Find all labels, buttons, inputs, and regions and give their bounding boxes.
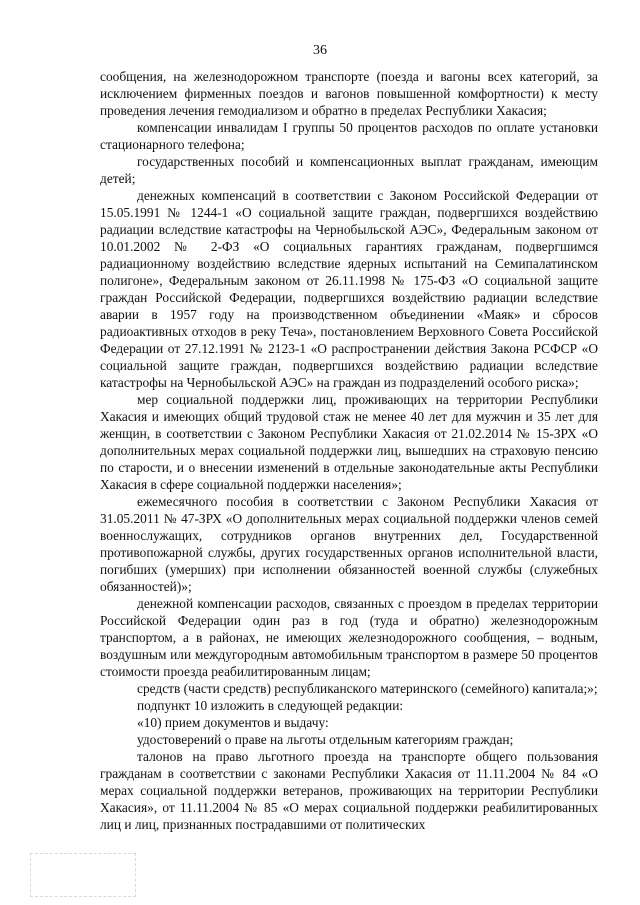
paragraph: ежемесячного пособия в соответствии с Законом Республики Хакасия от 31.05.2011 № 47-ЗРХ «О дополнительных мерах социальной поддержки членов семей военнослужащих, сотрудников органов внутренних дел, Государственной противопожарной службы, других государственных органов исполнительной власти, погибших (умерших) при исполнении обязанностей военной службы (служебных обязанностей)»; <box>100 494 598 594</box>
paragraph: компенсации инвалидам I группы 50 процентов расходов по оплате установки стационарного телефона; <box>100 120 598 152</box>
paragraph: государственных пособий и компенсационных выплат гражданам, имеющим детей; <box>100 154 598 186</box>
paragraph: сообщения, на железнодорожном транспорте (поезда и вагоны всех категорий, за исключением фирменных поездов и вагонов повышенной комфортности) к месту проведения лечения гемодиализом и обратно в пределах Республики Хакасия; <box>100 69 598 118</box>
paragraph: денежных компенсаций в соответствии с Законом Российской Федерации от 15.05.1991 № 1244-1 «О социальной защите граждан, подвергшихся воздействию радиации вследствие катастрофы на Чернобыльской АЭС», Федеральным законом от 10.01.2002 № 2-ФЗ «О социальных гарантиях гражданам, подвергшимся радиационному воздействию вследствие ядерных испытаний на Семипалатинском полигоне», Федеральным законом от 26.11.1998 № 175-ФЗ «О социальной защите граждан Российской Федерации, подвергшихся воздействию радиации вследствие аварии в 1957 году на производственном объединении «Маяк» и сбросов радиоактивных отходов в реку Теча», постановлением Верховного Совета Российской Федерации от 27.12.1991 № 2123-1 «О распространении действия Закона РСФСР «О социальной защите граждан, подвергшихся воздействию радиации вследствие катастрофы на Чернобыльской АЭС» на граждан из подразделений особого риска»; <box>100 188 598 390</box>
document-stamp <box>30 853 136 897</box>
paragraph: подпункт 10 изложить в следующей редакции: <box>137 698 404 713</box>
paragraph: «10) прием документов и выдачу: <box>137 715 329 730</box>
paragraph: денежной компенсации расходов, связанных с проездом в пределах территории Российской Федерации один раз в год (туда и обратно) железнодорожным транспортом, а в районах, не имеющих железнодорожного сообщения, – водным, воздушным или междугородным автомобильным транспортом в размере 50 процентов стоимости проезда реабилитированным лицам; <box>100 596 598 679</box>
paragraph: удостоверений о праве на льготы отдельным категориям граждан; <box>137 732 514 747</box>
document-body <box>100 68 598 833</box>
paragraph: талонов на право льготного проезда на транспорте общего пользования гражданам в соответствии с законами Республики Хакасия от 11.11.2004 № 84 «О мерах социальной поддержки ветеранов, проживающих на территории Республики Хакасия», от 11.11.2004 № 85 «О мерах социальной поддержки реабилитированных лиц и лиц, признанных пострадавшими от политических <box>100 749 598 832</box>
paragraph: мер социальной поддержки лиц, проживающих на территории Республики Хакасия и имеющих общий трудовой стаж не менее 40 лет для мужчин и 35 лет для женщин, в соответствии с Законом Республики Хакасия от 21.02.2014 № 15-ЗРХ «О дополнительных мерах социальной поддержки лиц, вышедших на страховую пенсию по старости, и о внесении изменений в отдельные законодательные акты Республики Хакасия в сфере социальной поддержки населения»; <box>100 392 598 492</box>
page-number: 36 <box>313 43 327 58</box>
paragraph: средств (части средств) республиканского материнского (семейного) капитала;»; <box>137 681 598 696</box>
